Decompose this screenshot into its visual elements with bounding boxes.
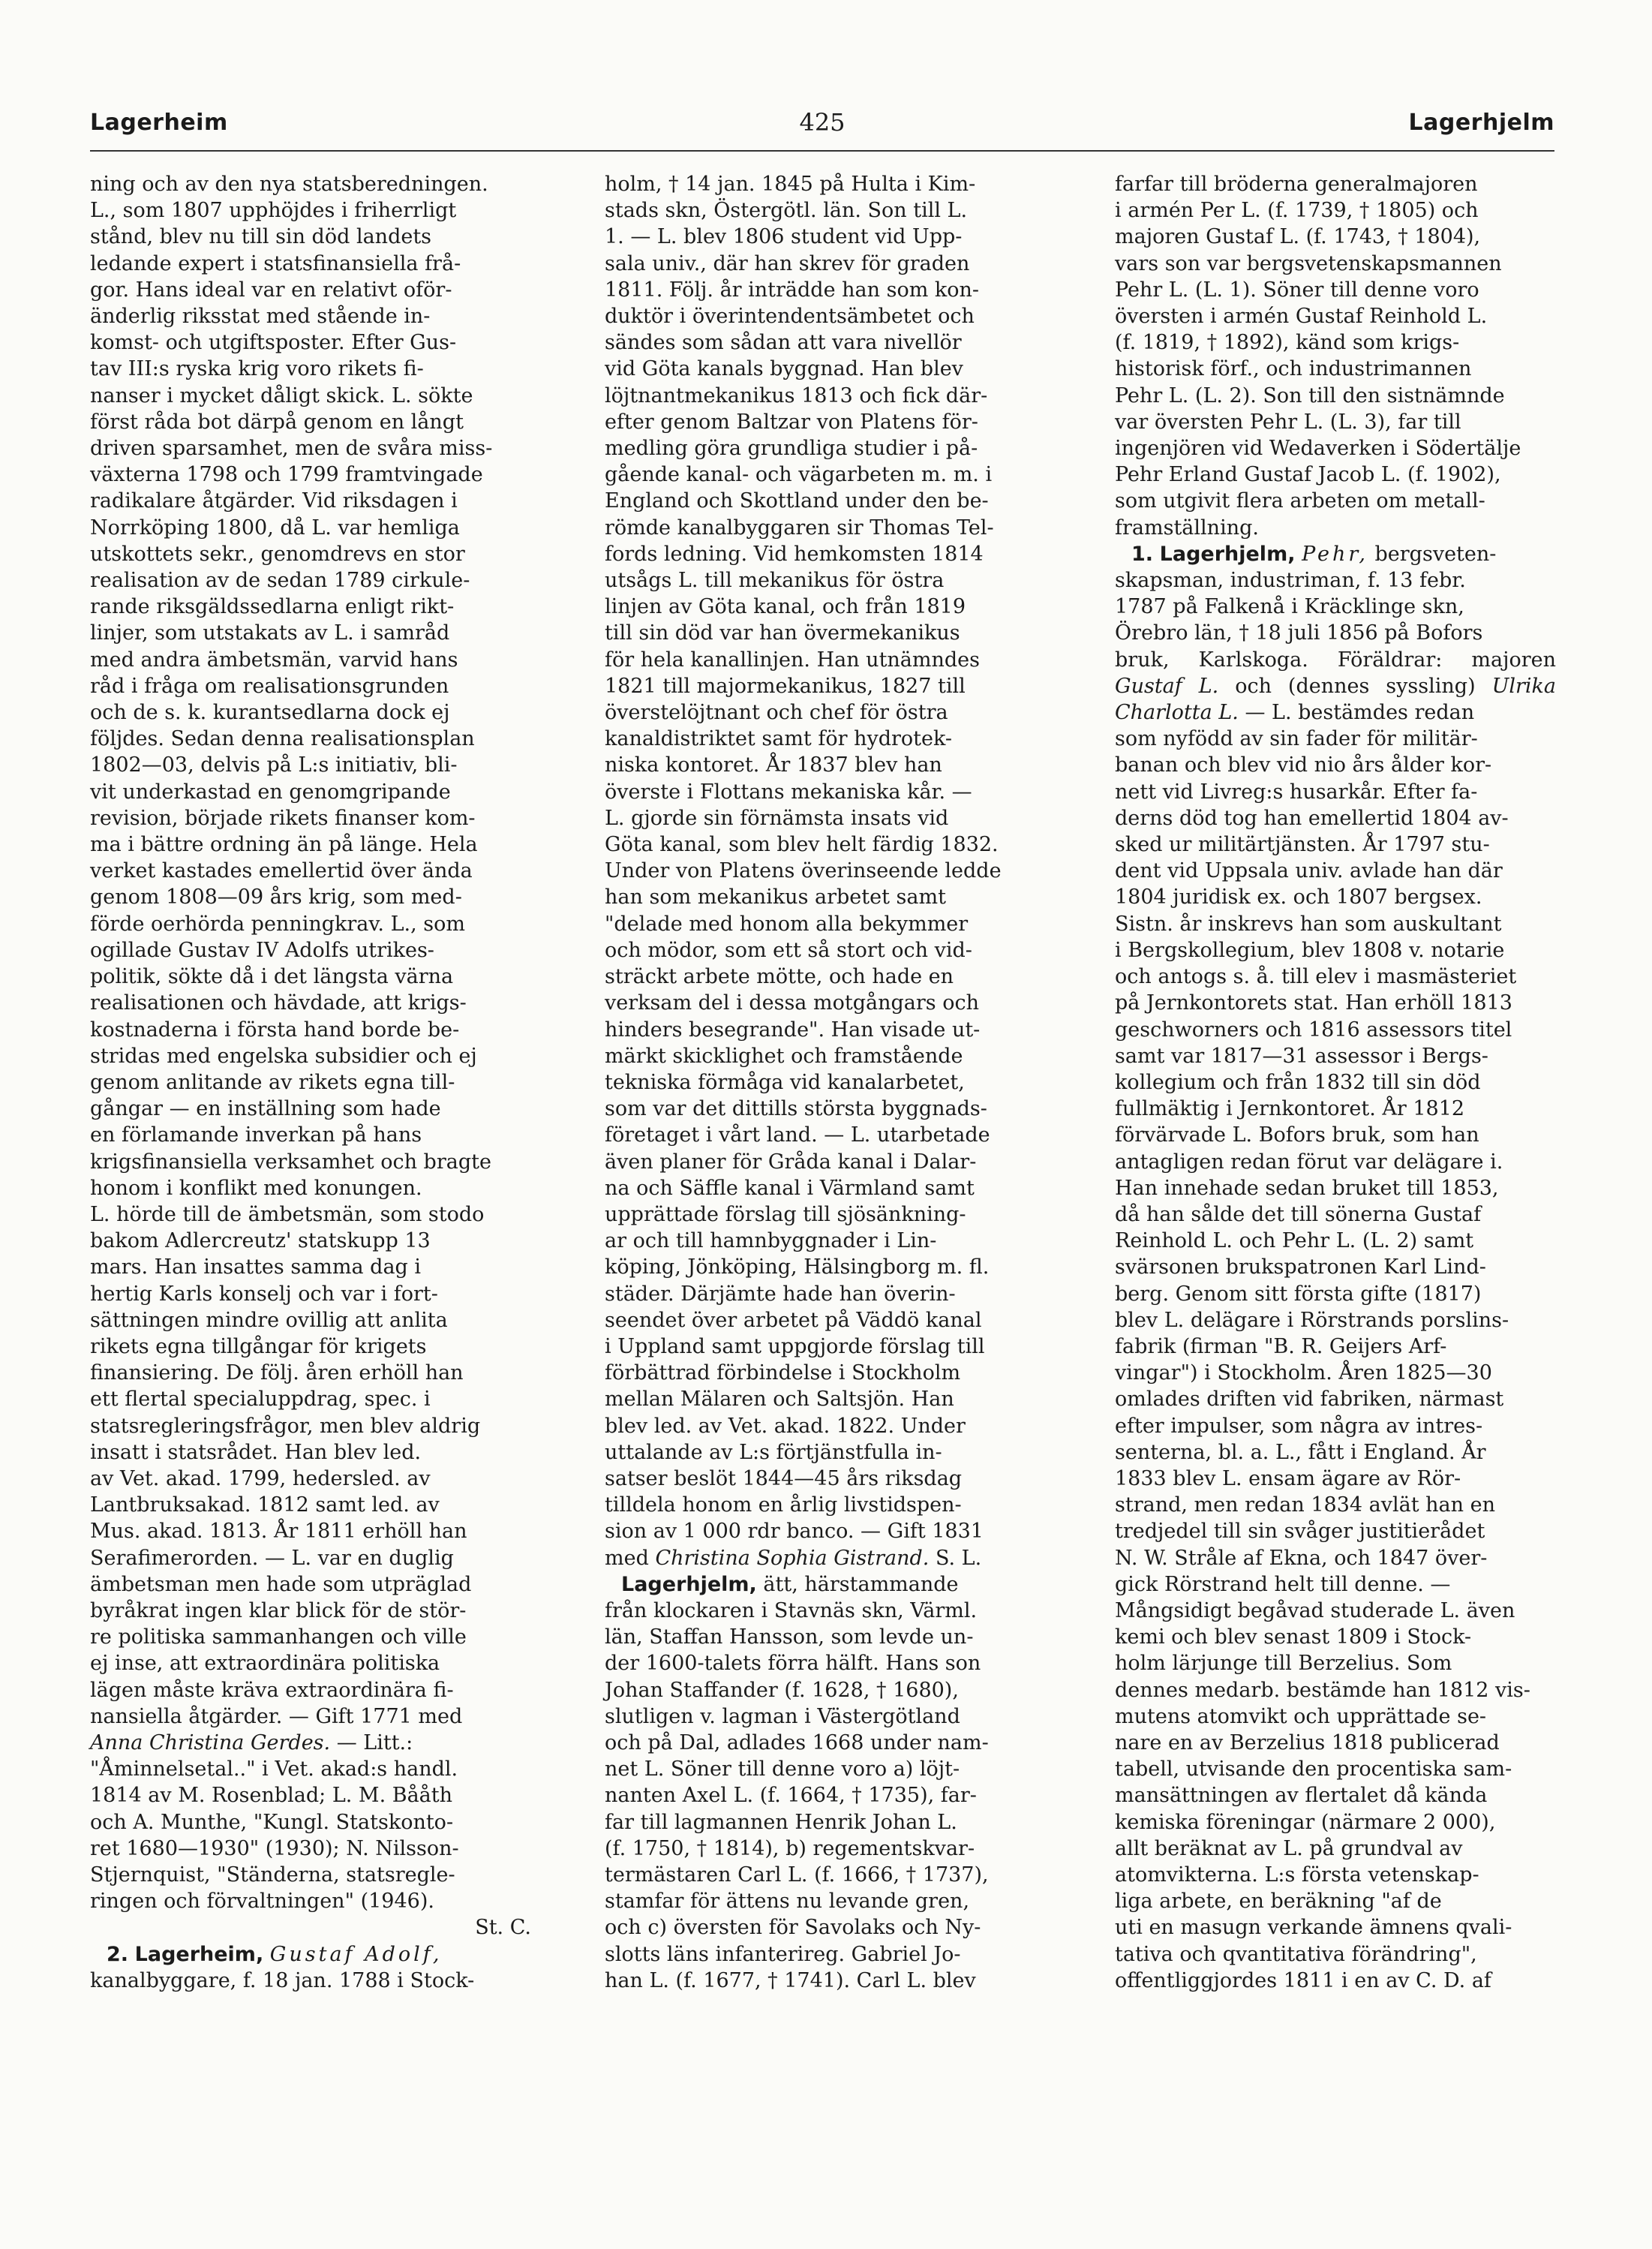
running-head-left: Lagerheim	[90, 110, 228, 136]
column-1	[90, 171, 531, 1994]
entry-text: och (dennes syssling)	[1235, 674, 1476, 698]
header-rule	[90, 150, 1554, 152]
author-signature: S. L.	[935, 1546, 982, 1570]
entry-given-name: Gustaf Adolf,	[269, 1942, 443, 1966]
spouse-name: Christina Sophia Gistrand.	[655, 1546, 930, 1570]
author-signature: St. C.	[475, 1916, 531, 1940]
entry-text: kanalbyggare, f. 18 jan. 1788 i Stock-	[90, 1968, 475, 1992]
column-2	[605, 171, 1046, 1994]
family-headword: Lagerhjelm,	[621, 1572, 757, 1596]
page-header	[90, 104, 1554, 149]
literature-text: "Åminnelsetal.." i Vet. akad:s handl. 1814 av M. Rosenblad; L. M. Bååth och A. Munthe, "Kungl. Statskonto- ret 1680—1930" (1930); N. Nilsson- Stjernquist, "Ständerna, statsregle- ringen och förvaltningen" (1946).	[90, 1757, 459, 1914]
father-name: Gustaf L.	[1115, 674, 1219, 698]
paragraph: ning och av den nya statsberedningen. L., som 1807 upphöjdes i friherrligt stånd, blev nu till sin död landets ledande expert i statsfinansiella frå- gor. Hans ideal var en relativt oför- änderlig riksstat med stående in- komst- och utgiftsposter. Efter Gus- tav III:s ryska krig voro rikets fi- nanser i mycket dåligt skick. L. sökte först råda bot därpå genom en långt driven sparsamhet, men de svåra miss- växterna 1798 och 1799 framtvingade radikalare åtgärder. Vid riksdagen i Norrköping 1800, då L. var hemliga utskottets sekr., genomdrevs en stor realisation av de sedan 1789 cirkule- rande riksgäldssedlarna enligt rikt- linjer, som utstakats av L. i samråd med andra ämbetsmän, varvid hans råd i fråga om realisationsgrunden och de s. k. kurantsedlarna dock ej följdes. Sedan denna realisationsplan 1802—03, delvis på L:s initiativ, bli- vit underkastad en genomgripande revision, började rikets finanser kom- ma i bättre ordning än på länge. Hela verket kastades emellertid över ända genom 1808—09 års krig, som med- förde oerhörda penningkrav. L., som ogillade Gustav IV Adolfs utrikes- politik, sökte då i det längsta värna realisationen och hävdade, att krigs- kostnaderna i första hand borde be- stridas med engelska subsidier och ej genom anlitande av rikets egna till- gångar — en inställning som hade en förlamande inverkan på hans krigsfinansiella verksamhet och bragte honom i konflikt med konungen. L. hörde till de ämbetsmän, som stodo bakom Adlercreutz' statskupp 13 mars. Han insattes samma dag i hertig Karls konselj och var i fort- sättningen mindre ovillig att anlita rikets egna tillgångar för krigets finansiering. De följ. åren erhöll han ett flertal specialuppdrag, spec. i statsregleringsfrågor, men blev aldrig insatt i statsrådet. Han blev led. av Vet. akad. 1799, hedersled. av Lantbruksakad. 1812 samt led. av Mus. akad. 1813. År 1811 erhöll han Serafimerorden. — L. var en duglig ämbetsman men hade som utpräglad byråkrat ingen klar blick för de stör- re politiska sammanhangen och ville ej inse, att extraordinära politiska lägen måste kräva extraordinära fi- nansiella åtgärder. — Gift 1771 med Anna Christina Gerdes. — Litt.: "Åminnelsetal.." i Vet. akad:s handl. 1814 av M. Rosenblad; L. M. Bååth och A. Munthe, "Kungl. Statskonto- ret 1680—1930" (1930); N. Nilsson- Stjernquist, "Ständerna, statsregle- ringen och förvaltningen" (1946).	[90, 173, 493, 1914]
family-text: ätt, härstammande från klockaren i Stavnäs skn, Värml. län, Staffan Hansson, som levde un- der 1600-talets förra hälft. Hans son Johan Staffander (f. 1628, † 1680), slutligen v. lagman i Västergötland och på Dal, adlades 1668 under nam- net L. Söner till denne voro a) löjt- nanten Axel L. (f. 1664, † 1735), far- far till lagmannen Henrik Johan L. (f. 1750, † 1814), b) regementskvar- termästaren Carl L. (f. 1666, † 1737), stamfar för ättens nu levande gren, och c) översten för Savolaks och Ny- slotts läns infanterireg. Gabriel Jo- han L. (f. 1677, † 1741). Carl L. blev	[605, 1572, 989, 1992]
paragraph	[605, 171, 1046, 1571]
body-text: ning och av den nya statsberedningen. L., som 1807 upphöjdes i friherrligt stånd, blev nu till sin död landets ledande expert i statsfinansiella frå- gor. Hans ideal var en relativt oför- änderlig riksstat med stående in- komst- och utgiftsposter. Efter Gus- tav III:s ryska krig voro rikets fi- nanser i mycket dåligt skick. L. sökte först råda bot därpå genom en långt driven sparsamhet, men de svåra miss- växterna 1798 och 1799 framtvingade radikalare åtgärder. Vid riksdagen i Norrköping 1800, då L. var hemliga utskottets sekr., genomdrevs en stor realisation av de sedan 1789 cirkule- rande riksgäldssedlarna enligt rikt- linjer, som utstakats av L. i samråd med andra ämbetsmän, varvid hans råd i fråga om realisationsgrunden och de s. k. kurantsedlarna dock ej följdes. Sedan denna realisationsplan 1802—03, delvis på L:s initiativ, bli- vit underkastad en genomgripande revision, började rikets finanser kom- ma i bättre ordning än på länge. Hela verket kastades emellertid över ända genom 1808—09 års krig, som med- förde oerhörda penningkrav. L., som ogillade Gustav IV Adolfs utrikes- politik, sökte då i det längsta värna realisationen och hävdade, att krigs- kostnaderna i första hand borde be- stridas med engelska subsidier och ej genom anlitande av rikets egna till- gångar — en inställning som hade en förlamande inverkan på hans krigsfinansiella verksamhet och bragte honom i konflikt med konungen. L. hörde till de ämbetsmän, som stodo bakom Adlercreutz' statskupp 13 mars. Han insattes samma dag i hertig Karls konselj och var i fort- sättningen mindre ovillig att anlita rikets egna tillgångar för krigets finansiering. De följ. åren erhöll han ett flertal specialuppdrag, spec. i statsregleringsfrågor, men blev aldrig insatt i statsrådet. Han blev led. av Vet. akad. 1799, hedersled. av Lantbruksakad. 1812 samt led. av Mus. akad. 1813. År 1811 erhöll han Serafimerorden. — L. var en duglig ämbetsman men hade som utpräglad byråkrat ingen klar blick för de stör- re politiska sammanhangen och ville ej inse, att extraordinära politiska lägen måste kräva extraordinära fi- nansiella åtgärder. — Gift 1771 med	[90, 173, 493, 1728]
entry-number: 1.	[1131, 542, 1154, 566]
paragraph: farfar till bröderna generalmajoren i armén Per L. (f. 1739, † 1805) och majoren Gustaf L. (f. 1743, † 1804), vars son var bergsvetenskapsmannen Pehr L. (L. 1). Söner till denne voro översten i armén Gustaf Reinhold L. (f. 1819, † 1892), känd som krigs- historisk förf., och industrimannen Pehr L. (L. 2). Son till den sistnämnde var översten Pehr L. (L. 3), far till ingenjören vid Wedaverken i Södertälje Pehr Erland Gustaf Jacob L. (f. 1902), som utgivit flera arbeten om metall- framställning.	[1115, 173, 1521, 540]
entry-2	[90, 1941, 531, 1994]
literature-label: Litt.:	[363, 1730, 413, 1754]
column-3	[1115, 171, 1556, 1994]
entry-number: 2.	[107, 1942, 129, 1966]
body-text: holm, † 14 jan. 1845 på Hulta i Kim- stads skn, Östergötl. län. Son till L. 1. — L. blev 1806 student vid Upp- sala univ., där han skrev för graden 1811. Följ. år inträdde han som kon- duktör i överintendentsämbetet och sändes som sådan att vara nivellör vid Göta kanals byggnad. Han blev löjtnantmekanikus 1813 och fick där- efter genom Baltzar von Platens för- medling göra grundliga studier i på- gående kanal- och vägarbeten m. m. i England och Skottland under den be- römde kanalbyggaren sir Thomas Tel- fords ledning. Vid hemkomsten 1814 utsågs L. till mekanikus för östra linjen av Göta kanal, och från 1819 till sin död var han övermekanikus för hela kanallinjen. Han utnämndes 1821 till majormekanikus, 1827 till överstelöjtnant och chef för östra kanaldistriktet samt för hydrotek- niska kontoret. År 1837 blev han överste i Flottans mekaniska kår. — L. gjorde sin förnämsta insats vid Göta kanal, som blev helt färdig 1832. Under von Platens överinseende ledde han som mekanikus arbetet samt "delade med honom alla bekymmer och mödor, som ett så stort och vid- sträckt arbete mötte, och hade en verksam del i dessa motgångars och hinders besegrande". Han visade ut- märkt skicklighet och framstående tekniska förmåga vid kanalarbetet, som var det dittills största byggnads- företaget i vårt land. — L. utarbetade även planer för Gråda kanal i Dalar- na och Säffle kanal i Värmland samt upprättade förslag till sjösänkning- ar och till hamnbyggnader i Lin- köping, Jönköping, Hälsingborg m. fl. städer. Därjämte hade han överin- seendet över arbetet på Väddö kanal i Uppland samt uppgjorde förslag till förbättrad förbindelse i Stockholm mellan Mälaren och Saltsjön. Han blev led. av Vet. akad. 1822. Under uttalande av L:s förtjänstfulla in- satser beslöt 1844—45 års riksdag tilldela honom en årlig livstidspen- sion av 1 000 rdr banco. — Gift 1831 med	[605, 173, 1002, 1570]
running-head-right: Lagerhjelm	[1408, 110, 1554, 136]
entry-text: bergsveten- skapsman, industriman, f. 13 febr. 1787 på Falkenå i Kräcklinge skn, Örebro län, † 18 juli 1856 på Bofors bruk, Karlskoga. Föräldrar: majoren	[1115, 542, 1556, 672]
entry-text: — L. bestämdes redan som nyfödd av sin fader för militär- banan och blev vid nio års ålder kor- nett vid Livreg:s husarkår. Efter fa- derns död tog han emellertid 1804 av- sked ur militärtjänsten. År 1797 stu- dent vid Uppsala univ. avlade han där 1804 juridisk ex. och 1807 bergsex. Sistn. år inskrevs han som auskultant i Bergskollegium, blev 1808 v. notarie och antogs s. å. till elev i masmästeriet på Jernkontorets stat. Han erhöll 1813 geschworners och 1816 assessors titel samt var 1817—31 assessor i Bergs- kollegium och från 1832 till sin död fullmäktig i Jernkontoret. År 1812 förvärvade L. Bofors bruk, som han antagligen redan förut var delägare i. Han innehade sedan bruket till 1853, då han sålde det till sönerna Gustaf Reinhold L. och Pehr L. (L. 2) samt svärsonen brukspatronen Karl Lind- berg. Genom sitt första gifte (1817) blev L. delägare i Rörstrands porslins- fabrik (firman "B. R. Geijers Arf- vingar") i Stockholm. Åren 1825—30 omlades driften vid fabriken, närmast efter impulser, som några av intres- senterna, bl. a. L., fått i England. År 1833 blev L. ensam ägare av Rör- strand, men redan 1834 avlät han en tredjedel till sin svåger justitierådet N. W. Stråle af Ekna, och 1847 över- gick Rörstrand helt till denne. — Mångsidigt begåvad studerade L. även kemi och blev senast 1809 i Stock- holm lärjunge till Berzelius. Som dennes medarb. bestämde han 1812 vis- mutens atomvikt och upprättade se- nare en av Berzelius 1818 publicerad tabell, utvisande den procentiska sam- mansättningen av flertalet då kända kemiska föreningar (närmare 2 000), allt beräknat av L. på grundval av atomvikterna. L:s första vetenskap- liga arbete, en beräkning "af de uti en masugn verkande ämnens qvali- tativa och qvantitativa förändring", offentliggjordes 1811 i en av C. D. af	[1115, 701, 1530, 1992]
page-number: 425	[799, 108, 846, 137]
entry-given-name: Pehr,	[1302, 542, 1368, 566]
mother-name: Ulrika Charlotta L.	[1115, 674, 1556, 725]
entry-1	[1115, 541, 1556, 1994]
entry-headword: Lagerheim,	[134, 1942, 264, 1966]
family-entry	[605, 1571, 1046, 1994]
entry-headword: Lagerhjelm,	[1159, 542, 1296, 566]
spouse-name: Anna Christina Gerdes.	[90, 1730, 331, 1754]
